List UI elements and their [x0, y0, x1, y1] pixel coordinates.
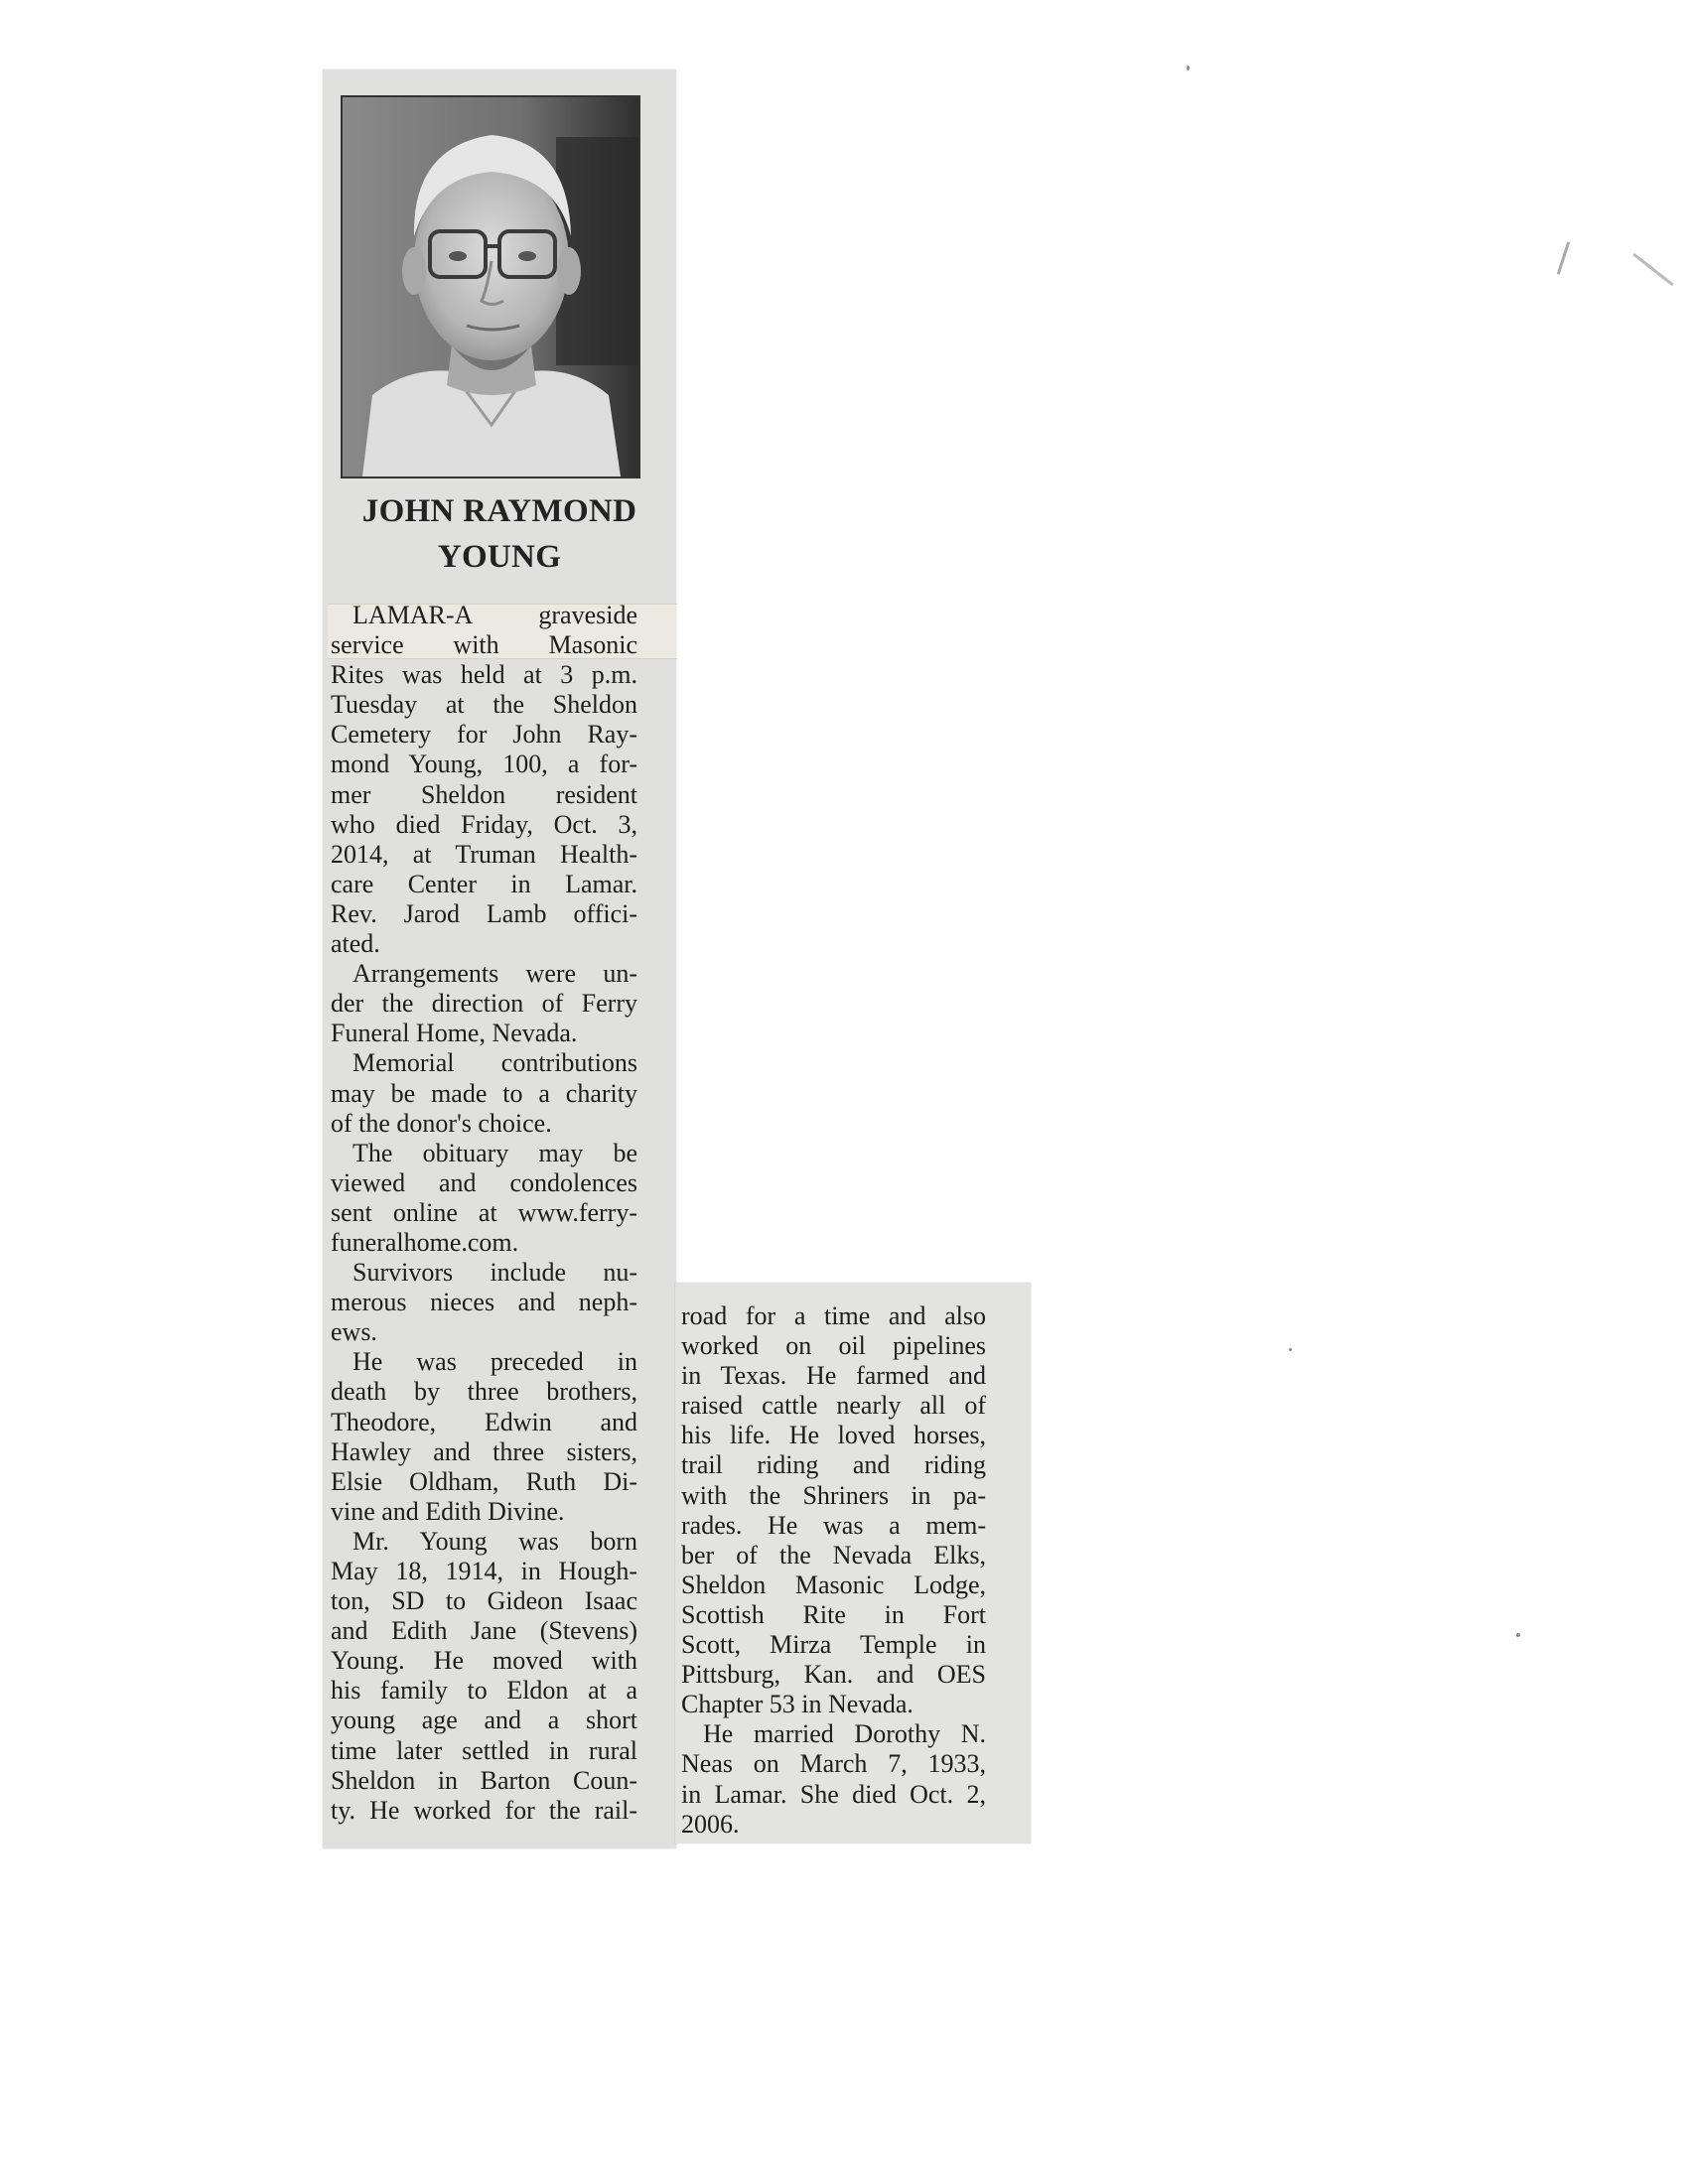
text-line: Survivors include nu- — [352, 1258, 637, 1288]
text-line: service with Masonic — [331, 630, 637, 660]
text-line: death by three brothers, — [331, 1377, 637, 1407]
text-line: his life. He loved horses, — [681, 1421, 986, 1450]
text-line: merous nieces and neph- — [331, 1288, 637, 1317]
text-line: who died Friday, Oct. 3, — [331, 809, 637, 839]
obituary-column-right — [681, 1301, 986, 1840]
text-line: worked on oil pipelines — [681, 1331, 986, 1361]
text-line: and Edith Jane (Stevens) — [331, 1616, 637, 1646]
text-line: He married Dorothy N. — [703, 1719, 986, 1749]
text-line: 2014, at Truman Health- — [331, 839, 637, 869]
text-line: Scott, Mirza Temple in — [681, 1630, 986, 1660]
text-line: Scottish Rite in Fort — [681, 1599, 986, 1629]
text-line: ews. — [331, 1317, 377, 1347]
text-line: May 18, 1914, in Hough- — [331, 1557, 637, 1585]
text-line: road for a time and also — [681, 1301, 986, 1330]
text-line: Arrangements were un- — [352, 959, 637, 989]
text-line: mer Sheldon resident — [331, 779, 637, 809]
scan-mark — [1632, 253, 1673, 286]
obituary-column-left — [331, 601, 637, 1826]
text-line: Pittsburg, Kan. and OES — [681, 1660, 986, 1690]
name-line-1: JOHN RAYMOND — [361, 493, 637, 529]
text-line: in Texas. He farmed and — [681, 1361, 986, 1391]
text-line: Sheldon in Barton Coun- — [331, 1765, 637, 1795]
text-line: Mr. Young was born — [352, 1526, 637, 1556]
name-line-2: YOUNG — [437, 539, 562, 575]
text-line: sent online at www.ferry- — [331, 1197, 637, 1227]
text-line: Rites was held at 3 p.m. — [331, 660, 637, 690]
text-line: young age and a short — [331, 1706, 637, 1735]
text-line: trail riding and riding — [681, 1450, 986, 1480]
text-line: raised cattle nearly all of — [681, 1391, 986, 1421]
text-line: ton, SD to Gideon Isaac — [331, 1586, 637, 1616]
text-line: Theodore, Edwin and — [331, 1407, 637, 1436]
text-line: ated. — [331, 929, 380, 959]
text-line: viewed and condolences — [331, 1167, 637, 1197]
text-line: Neas on March 7, 1933, — [681, 1749, 986, 1779]
scan-speck — [1187, 66, 1190, 70]
portrait-photo — [341, 95, 640, 478]
text-line: may be made to a charity — [331, 1078, 637, 1108]
text-line: Tuesday at the Sheldon — [331, 690, 637, 720]
scan-speck — [1516, 1633, 1520, 1637]
text-line: Young. He moved with — [331, 1646, 637, 1676]
text-line: He was preceded in — [352, 1347, 637, 1377]
text-line: Funeral Home, Nevada. — [331, 1019, 578, 1048]
text-line: care Center in Lamar. — [331, 869, 637, 898]
text-line: of the donor's choice. — [331, 1108, 552, 1138]
text-line: Rev. Jarod Lamb offici- — [331, 898, 637, 928]
text-line: Cemetery for John Ray- — [331, 720, 637, 750]
text-line: rades. He was a mem- — [681, 1510, 986, 1540]
text-line: The obituary may be — [352, 1138, 637, 1167]
text-line: his family to Eldon at a — [331, 1676, 637, 1706]
text-line: Sheldon Masonic Lodge, — [681, 1570, 986, 1599]
text-line: mond Young, 100, a for- — [331, 750, 637, 779]
text-line: funeralhome.com. — [331, 1227, 519, 1257]
text-line: time later settled in rural — [331, 1735, 637, 1765]
text-line: ty. He worked for the rail- — [331, 1795, 637, 1825]
text-line: Chapter 53 in Nevada. — [681, 1690, 914, 1719]
text-line: der the direction of Ferry — [331, 989, 637, 1019]
text-line: Hawley and three sisters, — [331, 1436, 637, 1466]
text-line: LAMAR-A graveside — [352, 601, 637, 629]
scan-speck — [1289, 1348, 1292, 1351]
text-line: ber of the Nevada Elks, — [681, 1540, 986, 1570]
text-line: Elsie Oldham, Ruth Di- — [331, 1466, 637, 1496]
text-line: Memorial contributions — [352, 1048, 637, 1078]
text-line: with the Shriners in pa- — [681, 1480, 986, 1510]
scan-mark — [1557, 241, 1570, 274]
obituary-name-heading — [325, 488, 674, 580]
text-line: 2006. — [681, 1809, 740, 1839]
text-line: in Lamar. She died Oct. 2, — [681, 1779, 986, 1809]
text-line: vine and Edith Divine. — [331, 1496, 565, 1526]
